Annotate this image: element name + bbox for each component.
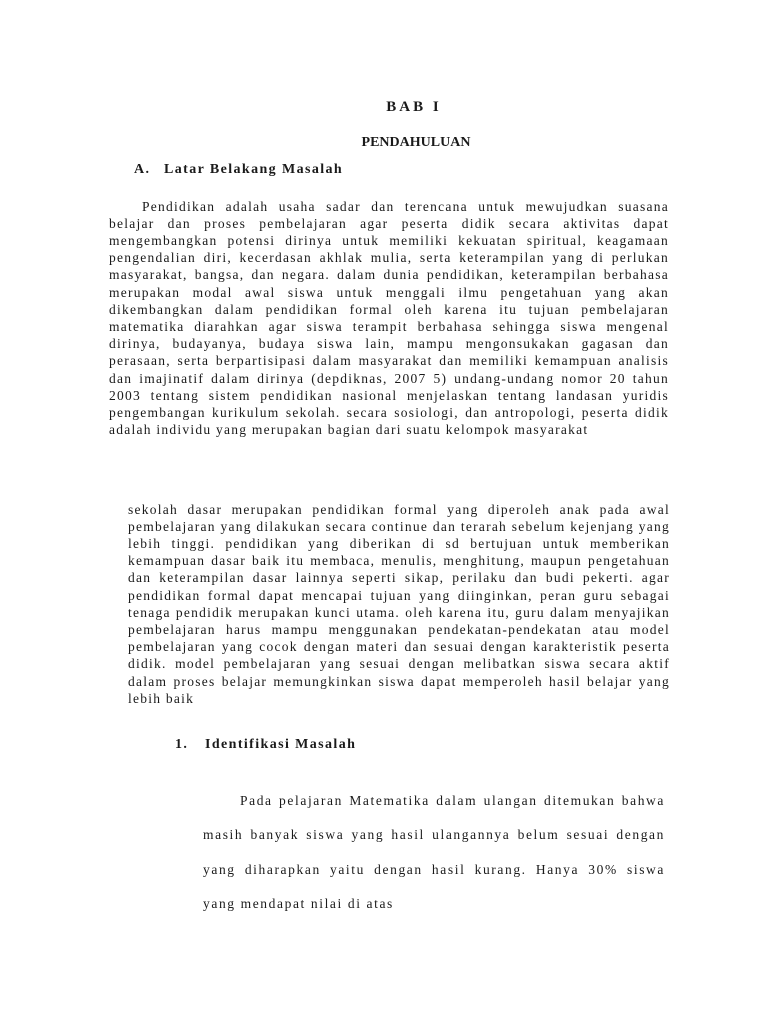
chapter-title: PENDAHULUAN [361,135,471,150]
background-paragraph-1: Pendidikan adalah usaha sadar dan terencana untuk mewujudkan suasana belajar dan proses pembelajaran agar peserta didik secara aktivitas dapat mengembangkan potensi dirinya untuk memiliki kekuatan spiritual, keagamaan pengendalian diri, kecerdasan akhlak mulia, serta keterampilan yang di perlukan masyarakat, bangsa, dan negara. dalam dunia pendidikan, keterampilan berbahasa merupakan modal awal siswa untuk menggali ilmu pengetahuan yang akan dikembangkan dalam pendidikan formal oleh karena itu tujuan pembelajaran matematika diarahkan agar siswa terampit berbahasa sehingga siswa mengenal dirinya, budayanya, budaya siswa lain, mampu mengonsukakan gagasan dan perasaan, serta berpartisipasi dalam masyarakat dan memiliki kemampuan analisis dan imajinatif dalam dirinya (depdiknas, 2007 5) undang-undang nomor 20 tahun 2003 tentang sistem pendidikan nasional menjelaskan tentang landasan yuridis pengembangan kurikulum sekolah. secara sosiologi, dan antropologi, peserta didik adalah individu yang merupakan bagian dari suatu kelompok masyarakat [109,198,669,438]
section-number: A. [134,162,151,177]
identification-paragraph: Pada pelajaran Matematika dalam ulangan ditemukan bahwa masih banyak siswa yang hasil ulangannya belum sesuai dengan yang diharapkan yaitu dengan hasil kurang. Hanya 30% siswa yang mendapat nilai di atas [203,792,665,911]
chapter-number: BAB I [386,99,442,115]
subsection-title: Identifikasi Masalah [205,737,357,752]
background-paragraph-2: sekolah dasar merupakan pendidikan formal yang diperoleh anak pada awal pembelajaran yang dilakukan secara continue dan terarah sebelum kejenjang yang lebih tinggi. pendidikan yang diberikan di sd bertujuan untuk memberikan kemampuan dasar baik itu membaca, menulis, menghitung, maupun pengetahuan dan keterampilan dasar lainnya seperti sikap, perilaku dan budi pekerti. agar pendidikan formal dapat mencapai tujuan yang diinginkan, peran guru sebagai tenaga pendidik merupakan kunci utama. oleh karena itu, guru dalam menyajikan pembelajaran harus mampu menggunakan pendekatan-pendekatan atau model pembelajaran yang cocok dengan materi dan sesuai dengan karakteristik peserta didik. model pembelajaran yang sesuai dengan melibatkan siswa secara aktif dalam proses belajar memungkinkan siswa dapat memperoleh hasil belajar yang lebih baik [128,501,670,706]
subsection-heading-1 [175,737,356,753]
section-title: Latar Belakang Masalah [164,162,344,177]
section-heading-a [134,162,343,178]
subsection-number: 1. [175,737,189,752]
